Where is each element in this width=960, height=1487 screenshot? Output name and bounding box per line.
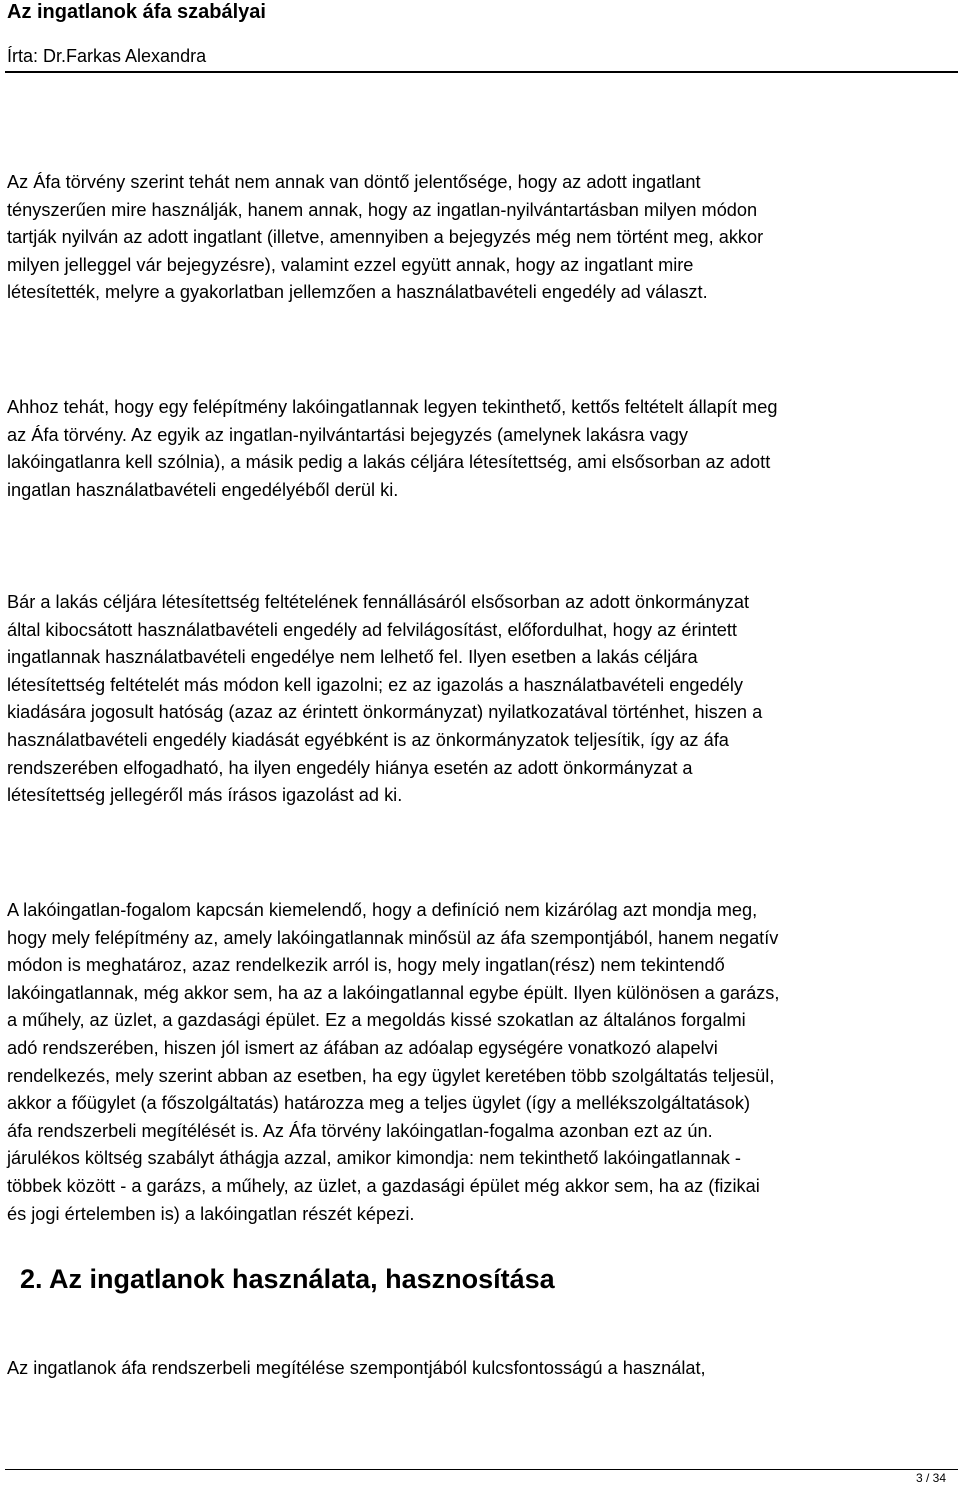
- paragraph-line: által kibocsátott használatbavételi engedély ad felvilágosítást, előfordulhat, hogy az érintett: [7, 619, 737, 640]
- paragraph-line: lakóingatlannak, még akkor sem, ha az a lakóingatlannal egybe épült. Ilyen különösen a garázs,: [7, 982, 780, 1003]
- document-title: Az ingatlanok áfa szabályai: [7, 1, 266, 23]
- paragraph-2: [7, 394, 959, 504]
- paragraph-line: milyen jelleggel vár bejegyzésre), valamint ezzel együtt annak, hogy az ingatlant mire: [7, 254, 694, 275]
- section-intro-paragraph: [7, 1355, 959, 1383]
- paragraph-line: adó rendszerében, hiszen jól ismert az áfában az adóalap egységére vonatkozó alapelvi: [7, 1037, 718, 1058]
- paragraph-line: a műhely, az üzlet, a gazdasági épület. Ez a megoldás kissé szokatlan az általános forgalmi: [7, 1010, 746, 1031]
- section-heading: 2. Az ingatlanok használata, hasznosítása: [20, 1264, 555, 1294]
- paragraph-line: tartják nyilván az adott ingatlant (illetve, amennyiben a bejegyzés még nem történt meg, akkor: [7, 227, 764, 248]
- paragraph-line: áfa rendszerbeli megítélését is. Az Áfa törvény lakóingatlan-fogalma azonban ezt az ún.: [7, 1120, 713, 1141]
- paragraph-line: rendelkezés, mely szerint abban az esetben, ha egy ügylet keretében több szolgáltatás teljesül,: [7, 1065, 775, 1086]
- paragraph-line: Bár a lakás céljára létesítettség feltételének fennállásáról elsősorban az adott önkormányzat: [7, 592, 750, 612]
- paragraph-line: tényszerűen mire használják, hanem annak, hogy az ingatlan-nyilvántartásban milyen módon: [7, 199, 758, 220]
- paragraph-line: ingatlannak használatbavételi engedélye nem lelhető fel. Ilyen esetben a lakás céljára: [7, 647, 698, 668]
- paragraph-line: többek között - a garázs, a műhely, az üzlet, a gazdasági épület még akkor sem, ha az (fizikai: [7, 1175, 760, 1196]
- paragraph-3: [7, 589, 959, 810]
- paragraph-4: [7, 897, 959, 1228]
- paragraph-line: létesítettség feltételét más módon kell igazolni; ez az igazolás a használatbavételi engedély: [7, 674, 744, 695]
- document-author: Írta: Dr.Farkas Alexandra: [7, 46, 207, 66]
- paragraph-line: hogy mely felépítmény az, amely lakóingatlannak minősül az áfa szempontjából, hanem negatív: [7, 927, 779, 948]
- paragraph-line: járulékos költség szabályt áthágja azzal, amikor kimondja: nem tekinthető lakóingatlannak -: [7, 1148, 741, 1169]
- paragraph-line: létesítettség jellegéről más írásos igazolást ad ki.: [7, 785, 403, 806]
- paragraph-1: [7, 169, 959, 307]
- paragraph-line: létesítették, melyre a gyakorlatban jellemzően a használatbavételi engedély ad választ.: [7, 282, 708, 303]
- paragraph-line: használatbavételi engedély kiadását egyébként is az önkormányzatok teljesítik, így az áfa: [7, 729, 729, 750]
- paragraph-line: kiadására jogosult hatóság (azaz az érintett önkormányzat) nyilatkozatával történhet, hiszen a: [7, 702, 763, 723]
- paragraph-line: Az Áfa törvény szerint tehát nem annak van döntő jelentősége, hogy az adott ingatlant: [7, 172, 701, 192]
- header-divider: [5, 71, 958, 73]
- paragraph-line: akkor a főügylet (a főszolgáltatás) határozza meg a teljes ügylet (így a mellékszolgáltatások): [7, 1093, 751, 1114]
- paragraph-line: az Áfa törvény. Az egyik az ingatlan-nyilvántartási bejegyzés (amelynek lakásra vagy: [7, 424, 689, 445]
- paragraph-line: Ahhoz tehát, hogy egy felépítmény lakóingatlannak legyen tekinthető, kettős feltételt állapít meg: [7, 397, 778, 417]
- paragraph-line: módon is meghatároz, azaz rendelkezik arról is, hogy mely ingatlan(rész) nem tekintendő: [7, 955, 725, 976]
- page-number: 3 / 34: [915, 1471, 946, 1485]
- paragraph-line: lakóingatlanra kell szólnia), a másik pedig a lakás céljára létesítettség, ami elsősorban az adott: [7, 452, 771, 473]
- paragraph-line: és jogi értelemben is) a lakóingatlan részét képezi.: [7, 1203, 415, 1224]
- paragraph-line: A lakóingatlan-fogalom kapcsán kiemelendő, hogy a definíció nem kizárólag azt mondja meg,: [7, 900, 758, 920]
- paragraph-line: ingatlan használatbavételi engedélyéből derül ki.: [7, 479, 399, 500]
- footer-divider: [5, 1469, 958, 1470]
- paragraph-line: Az ingatlanok áfa rendszerbeli megítélése szempontjából kulcsfontosságú a használat,: [7, 1358, 706, 1378]
- paragraph-line: rendszerében elfogadható, ha ilyen engedély hiánya esetén az adott önkormányzat a: [7, 757, 693, 778]
